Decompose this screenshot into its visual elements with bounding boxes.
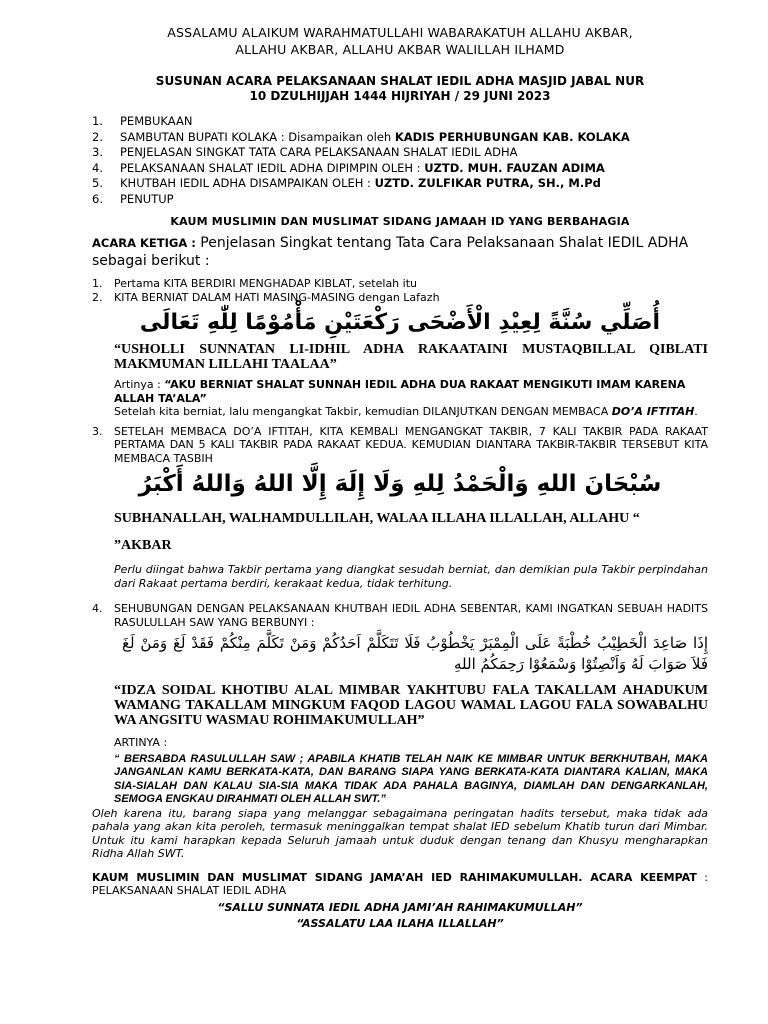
hadith-closing: Oleh karena itu, barang siapa yang melanggar sebagaimana peringatan hadits tersebut, maka tidak ada pahala yang akan kita peroleh, termasuk meninggalkan tempat shalat IED sebelum Khatib turun dari Mimbar. Untuk itu kami harapkan kepada Seluruh jamaah untuk duduk dengan tenang dan Khusyu mengharapkan Ridha Allah SWT. [92, 806, 708, 860]
step-item [92, 291, 708, 305]
greeting-line-2: ALLAHU AKBAR, ALLAHU AKBAR WALILLAH ILHAMD [235, 42, 565, 57]
agenda-text: PENJELASAN SINGKAT TATA CARA PELAKSANAAN SHALAT IEDIL ADHA [120, 145, 518, 159]
agenda-text: PENUTUP [120, 191, 174, 206]
niat-transliteration: “USHOLLI SUNNATAN LI-IDHIL ADHA RAKAATAINI MUSTAQBILLAL QIBLATI MAKMUMAN LILLAHI TAALAA” [114, 342, 708, 372]
hadith-artinya-label: ARTINYA : [114, 736, 168, 749]
acara-keempat [92, 871, 708, 898]
iftitah-label: DO’A IFTITAH [611, 405, 695, 418]
acara-keempat-bold: KAUM MUSLIMIN DAN MUSLIMAT SIDANG JAMA’AH IED RAHIMAKUMULLAH. ACARA KEEMPAT [92, 870, 697, 884]
agenda-number: 6. [92, 191, 103, 206]
step-text: Pertama KITA BERDIRI MENGHADAP KIBLAT, setelah itu [114, 277, 417, 290]
agenda-text: PEMBUKAAN [120, 114, 193, 128]
acara-keempat-text: : PELAKSANAAN SHALAT IEDIL ADHA [92, 870, 709, 897]
steps-list [92, 277, 708, 304]
hadith-transliteration: “IDZA SOIDAL KHOTIBU ALAL MIMBAR YAKHTUBU FALA TAKALLAM AHADUKUM WAMANG TAKALLAM MINGKUM FAQOD LAGOU WAMAL LAGOU FALA SOWABALHU WA ANGSITU WASMAU ROHIMAKUMULLAH” [114, 683, 708, 728]
agenda-number: 1. [92, 114, 103, 128]
step-number: 3. [92, 424, 103, 438]
hadith-arabic: إِذَا صَاعِدَ الْخَطِيْبُ خُطْبَةً عَلَى الْمِمْبَرْ يَخْطُوْبُ فَلَا تَتَكَلَّمْ اَحَدُكُمْ وَمَنْ تَكَلَّمَ مِنْكُمْ فَقَدْ لَغَ وَمَنْ لَغَ فَلاَ صَوَابَ لَهُ وَاَنْصِتُوْا وَسْمَعُوْا رَحِمَكُمُ اللهِ [122, 634, 708, 673]
greeting [92, 24, 708, 58]
agenda-list [92, 114, 708, 207]
step-item-4 [92, 602, 708, 629]
tasbih-transliteration-1: SUBHANALLAH, WALHAMDULLILAH, WALAA ILLAHA ILLALLAH, ALLAHU “ [114, 511, 640, 526]
agenda-item [92, 161, 708, 177]
tasbih-arabic: سُبْحَانَ اللهِ وَالْحَمْدُ لِلهِ وَلَا إِلَهَ إِلَّا اللهُ وَاللهُ أَكْبَرُ [138, 471, 662, 497]
agenda-number: 5. [92, 176, 103, 190]
agenda-item [92, 145, 708, 161]
acara-ketiga-text: Penjelasan Singkat tentang Tata Cara Pelaksanaan Shalat IEDIL ADHA sebagai berikut : [92, 235, 689, 269]
acara-ketiga [92, 234, 708, 270]
artinya-label: Artinya : [114, 378, 165, 391]
agenda-item [92, 114, 708, 130]
step-number: 4. [92, 602, 103, 615]
tasbih-note: Perlu diingat bahwa Takbir pertama yang diangkat sesudah berniat, dan demikian pula Takbir perpindahan dari Rakaat pertama berdiri, kerakaat kedua, tidak terhitung. [114, 563, 708, 590]
document-title [92, 74, 708, 104]
agenda-text: KHUTBAH IEDIL ADHA DISAMPAIKAN OLEH : [120, 176, 375, 190]
title-line-1: SUSUNAN ACARA PELAKSANAAN SHALAT IEDIL ADHA MASJID JABAL NUR [155, 74, 645, 88]
agenda-item [92, 130, 708, 146]
niat-artinya [114, 378, 708, 405]
tasbih-transliteration-2: ”AKBAR [114, 538, 172, 553]
agenda-item [92, 192, 708, 208]
call-1: “SALLU SUNNATA IEDIL ADHA JAMI’AH RAHIMAKUMULLAH” [217, 900, 583, 914]
niat-arabic: أُصَلِّي سُنَّةً لِعِيْدِ الْأَضْحَى رَكْعَتَيْنِ مَأْمُوْمًا لِلّٰهِ تَعَالَى [139, 310, 661, 335]
title-line-2: 10 DZULHIJJAH 1444 HIJRIYAH / 29 JUNI 2023 [249, 89, 551, 103]
greeting-line-1: ASSALAMU ALAIKUM WARAHMATULLAHI WABARAKATUH ALLAHU AKBAR, [167, 25, 633, 40]
step-number: 1. [92, 277, 103, 290]
section-heading-jamaah: KAUM MUSLIMIN DAN MUSLIMAT SIDANG JAMAAH ID YANG BERBAHAGIA [170, 215, 630, 228]
agenda-text: SAMBUTAN BUPATI KOLAKA : Disampaikan oleh [120, 129, 395, 144]
step-number: 2. [92, 290, 103, 304]
agenda-number: 2. [92, 129, 103, 144]
agenda-number: 4. [92, 160, 103, 175]
artinya-text: “AKU BERNIAT SHALAT SUNNAH IEDIL ADHA DUA RAKAAT MENGIKUTI IMAM KARENA ALLAH TA’ALA” [114, 378, 686, 405]
after-text: Setelah kita berniat, lalu mengangkat Takbir, kemudian DILANJUTKAN DENGAN MEMBACA [114, 405, 612, 418]
agenda-bold: KADIS PERHUBUNGAN KAB. KOLAKA [394, 129, 630, 144]
agenda-bold: UZTD. ZULFIKAR PUTRA, SH., M.Pd [374, 176, 601, 190]
step-item-3 [92, 425, 708, 466]
call-2: “ASSALATU LAA ILAHA ILLALLAH” [296, 917, 504, 930]
after-end: . [694, 405, 698, 418]
step-item [92, 277, 708, 291]
step-text: SEHUBUNGAN DENGAN PELAKSANAAN KHUTBAH IEDIL ADHA SEBENTAR, KAMI INGATKAN SEBUAH HADITS RASULULLAH SAW YANG BERBUNYI : [114, 602, 708, 629]
agenda-number: 3. [92, 145, 103, 159]
agenda-text: PELAKSANAAN SHALAT IEDIL ADHA DIPIMPIN OLEH : [120, 160, 425, 175]
niat-after [114, 405, 708, 419]
step-text: SETELAH MEMBACA DO’A IFTITAH, KITA KEMBALI MENGANGKAT TAKBIR, 7 KALI TAKBIR PADA RAKAAT PERTAMA DAN 5 KALI TAKBIR PADA RAKAAT KEDUA. KEMUDIAN DIANTARA TAKBIR-TAKBIR TERSEBUT KITA MEMBACA TASBIH [114, 424, 708, 465]
acara-ketiga-label: ACARA KETIGA : [92, 236, 196, 250]
step-text: KITA BERNIAT DALAM HATI MASING-MASING dengan Lafazh [114, 290, 440, 304]
hadith-artinya-text: “ BERSABDA RASULULLAH SAW ; APABILA KHATIB TELAH NAIK KE MIMBAR UNTUK BERKHUTBAH, MAKA JANGANLAN KAMU BERKATA-KATA, DAN BARANG SIAPA YANG BERKATA-KATA DIANTARA KALIAN, MAKA SIA-SIALAH DAN KALAU SIA-SIA MAKA TIDAK ADA PAHALA BAGINYA, DIAMLAH DAN DENGARKANLAH, SEMOGA ENGKAU DIRAHMATI OLEH ALLAH SWT.” [114, 752, 708, 805]
agenda-bold: UZTD. MUH. FAUZAN ADIMA [424, 160, 605, 175]
agenda-item [92, 176, 708, 192]
